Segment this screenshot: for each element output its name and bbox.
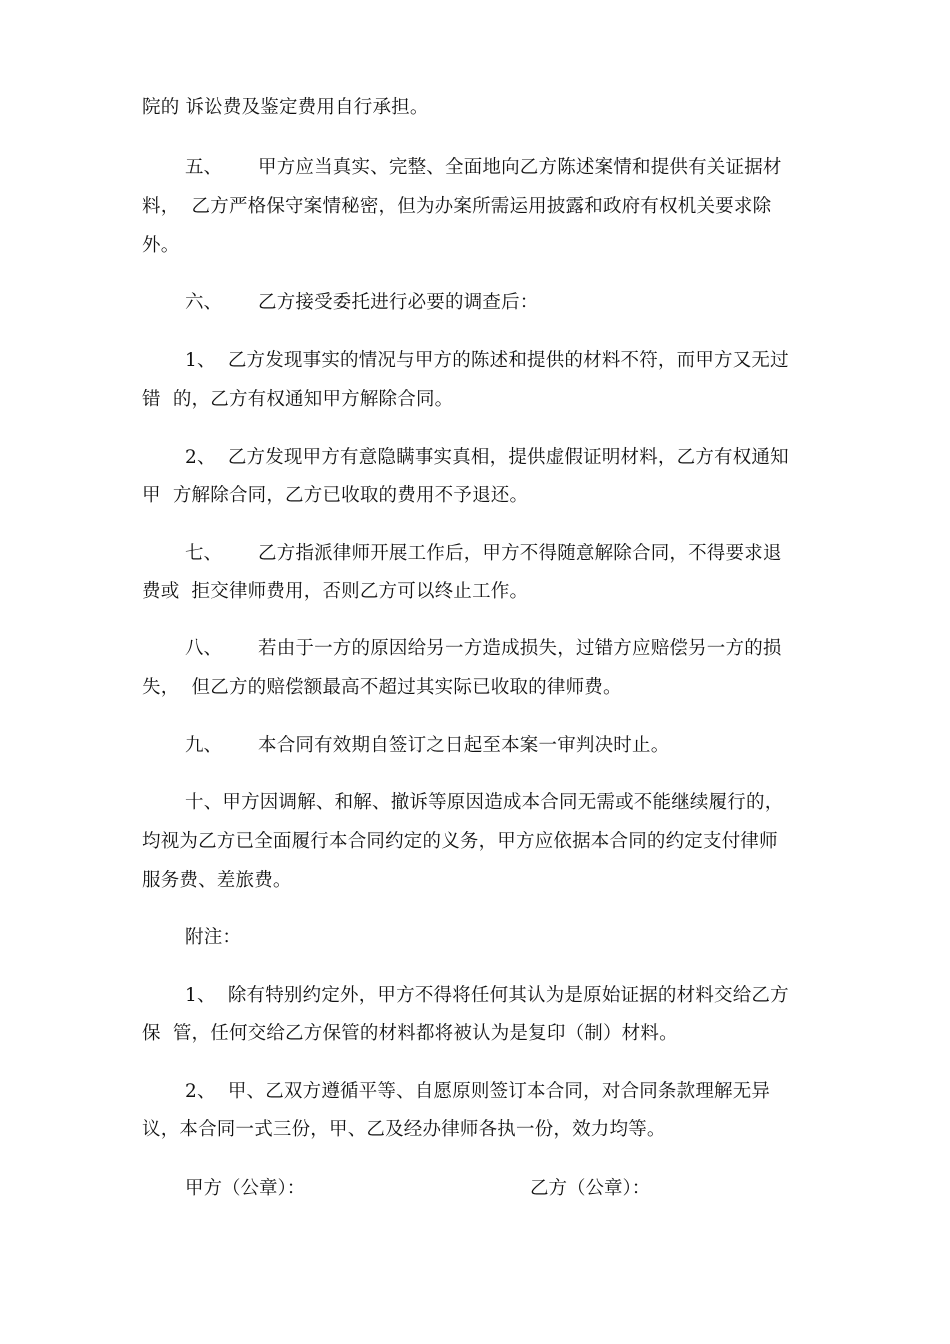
paragraph-line: 错 的，乙方有权通知甲方解除合同。 xyxy=(142,389,454,410)
paragraph-line: 均视为乙方已全面履行本合同约定的义务，甲方应依据本合同的约定支付律师 xyxy=(142,831,778,852)
paragraph-line: 保 管，任何交给乙方保管的材料都将被认为是复印（制）材料。 xyxy=(142,1023,678,1044)
paragraph-line: 外。 xyxy=(142,235,180,256)
party-a-seal-label: 甲方（公章）： xyxy=(185,1178,306,1199)
paragraph-line: 1、 除有特别约定外，甲方不得将任何其认为是原始证据的材料交给乙方 xyxy=(185,985,789,1006)
paragraph-line: 院的 诉讼费及鉴定费用自行承担。 xyxy=(142,97,429,118)
clause-number-8: 八、 xyxy=(185,638,223,659)
paragraph-line: 费或 拒交律师费用，否则乙方可以终止工作。 xyxy=(142,581,529,602)
paragraph-line: 议，本合同一式三份，甲、乙及经办律师各执一份，效力均等。 xyxy=(142,1119,666,1140)
paragraph-line: 料， 乙方严格保守案情秘密，但为办案所需运用披露和政府有权机关要求除 xyxy=(142,196,772,217)
paragraph-line: 甲方应当真实、完整、全面地向乙方陈述案情和提供有关证据材 xyxy=(258,157,782,178)
paragraph-line: 2、 甲、乙双方遵循平等、自愿原则签订本合同，对合同条款理解无异 xyxy=(185,1081,771,1102)
paragraph-line: 十、甲方因调解、和解、撤诉等原因造成本合同无需或不能继续履行的， xyxy=(185,792,784,813)
paragraph-line: 乙方接受委托进行必要的调查后： xyxy=(258,292,539,313)
paragraph-line: 2、 乙方发现甲方有意隐瞒事实真相，提供虚假证明材料，乙方有权通知 xyxy=(185,447,789,468)
paragraph-line: 失， 但乙方的赔偿额最高不超过其实际已收取的律师费。 xyxy=(142,677,622,698)
paragraph-line: 1、 乙方发现事实的情况与甲方的陈述和提供的材料不符，而甲方又无过 xyxy=(185,350,789,371)
note-heading: 附注： xyxy=(185,927,242,948)
clause-number-9: 九、 xyxy=(185,735,223,756)
paragraph-line: 甲 方解除合同，乙方已收取的费用不予退还。 xyxy=(142,485,529,506)
paragraph-line: 若由于一方的原因给另一方造成损失，过错方应赔偿另一方的损 xyxy=(258,638,782,659)
clause-number-6: 六、 xyxy=(185,292,223,313)
party-b-seal-label: 乙方（公章）： xyxy=(530,1178,651,1199)
clause-number-7: 七、 xyxy=(185,543,223,564)
paragraph-line: 本合同有效期自签订之日起至本案一审判决时止。 xyxy=(258,735,670,756)
paragraph-line: 乙方指派律师开展工作后，甲方不得随意解除合同，不得要求退 xyxy=(258,543,782,564)
paragraph-line: 服务费、差旅费。 xyxy=(142,870,292,891)
clause-number-5: 五、 xyxy=(185,157,223,178)
